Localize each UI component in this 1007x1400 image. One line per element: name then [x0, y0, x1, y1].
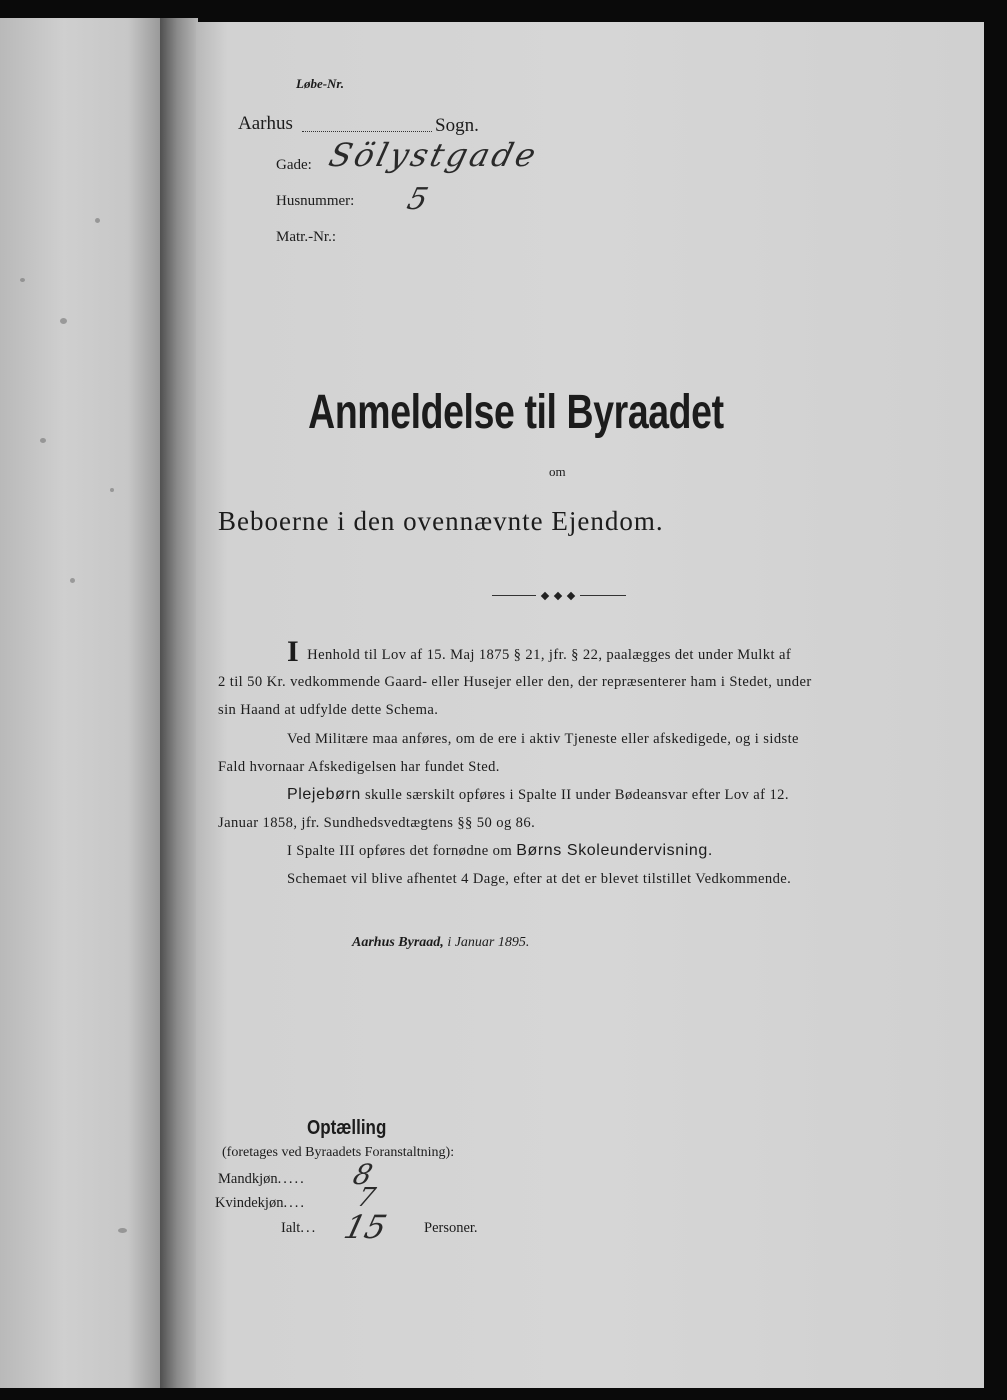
female-row [215, 1195, 306, 1212]
stain [20, 278, 25, 282]
stain [110, 488, 114, 492]
female-dots: .... [283, 1195, 306, 1211]
total-value: 15 [340, 1208, 391, 1246]
paragraph-1-line-3: sin Haand at udfylde dette Schema. [218, 702, 439, 718]
lobe-nr-label: Løbe-Nr. [296, 76, 345, 91]
plejeborn-emphasis: Plejebørn [287, 786, 361, 803]
document-title: Anmeldelse til Byraadet [308, 386, 724, 439]
count-heading: Optælling [307, 1117, 387, 1139]
ornament-dot [554, 592, 562, 600]
skoleundervisning-emphasis: Børns Skoleundervisning. [516, 842, 713, 859]
street-value: Sölystgade [325, 136, 543, 174]
paragraph-4 [287, 842, 713, 860]
paragraph-1-text: Henhold til Lov af 15. Maj 1875 § 21, jfr. § 22, paalægges det under Mulkt af [307, 647, 792, 663]
signature-authority: Aarhus Byraad, [352, 935, 444, 950]
female-label: Kvindekjøn [215, 1195, 284, 1211]
paragraph-1-line-1 [287, 635, 792, 668]
total-row [281, 1220, 317, 1237]
male-label: Mandkjøn [218, 1171, 278, 1187]
ornament-divider [492, 592, 626, 600]
stain [70, 578, 75, 583]
total-suffix: Personer. [424, 1220, 478, 1236]
paragraph-5: Schemaet vil blive afhentet 4 Dage, efter at det er blevet tilstillet Vedkommende. [287, 871, 792, 887]
female-value: 7 [354, 1183, 379, 1213]
paragraph-3-line-2: Januar 1858, jfr. Sundhedsvedtægtens §§ 50 og 86. [218, 815, 536, 831]
ornament-dot [541, 592, 549, 600]
paragraph-2-line-1: Ved Militære maa anføres, om de ere i aktiv Tjeneste eller afskedigede, og i sidste [287, 731, 799, 747]
matr-label: Matr.-Nr.: [276, 229, 336, 245]
paragraph-4-text: I Spalte III opføres det fornødne om [287, 843, 513, 859]
scan-border [984, 18, 1007, 1388]
paragraph-3-line-1 [287, 786, 789, 804]
paragraph-1-line-2: 2 til 50 Kr. vedkommende Gaard- eller Husejer eller den, der repræsenterer ham i Stedet, under [218, 674, 812, 690]
parish-fill-line [302, 131, 432, 132]
document-subtitle: Beboerne i den ovennævnte Ejendom. [218, 506, 664, 536]
street-label: Gade: [276, 157, 312, 173]
stain [118, 1228, 127, 1233]
facing-page [0, 18, 160, 1388]
stain [40, 438, 46, 443]
stain [60, 318, 67, 324]
count-subheading: (foretages ved Byraadets Foranstaltning): [222, 1145, 455, 1160]
total-dots: ... [300, 1220, 318, 1236]
book-gutter [160, 18, 198, 1388]
paragraph-2-line-2: Fald hvornaar Afskedigelsen har fundet Sted. [218, 759, 500, 775]
house-number-label: Husnummer: [276, 193, 355, 209]
stain [95, 218, 100, 223]
parish-suffix: Sogn. [435, 115, 479, 136]
total-label: Ialt [281, 1220, 301, 1236]
house-number-value: 5 [403, 182, 432, 217]
ornament-dot [567, 592, 575, 600]
paragraph-3-text: skulle særskilt opføres i Spalte II under Bødeansvar efter Lov af 12. [364, 787, 789, 803]
male-dots: ..... [277, 1171, 306, 1187]
male-row [218, 1171, 306, 1188]
ornament-rule [580, 595, 626, 596]
signature-date: i Januar 1895. [447, 935, 530, 950]
drop-cap: I [287, 635, 300, 668]
male-value: 8 [349, 1158, 376, 1191]
parish-prefix: Aarhus [238, 113, 293, 134]
title-om: om [549, 464, 566, 479]
ornament-rule [492, 595, 536, 596]
signature-line [352, 935, 529, 951]
